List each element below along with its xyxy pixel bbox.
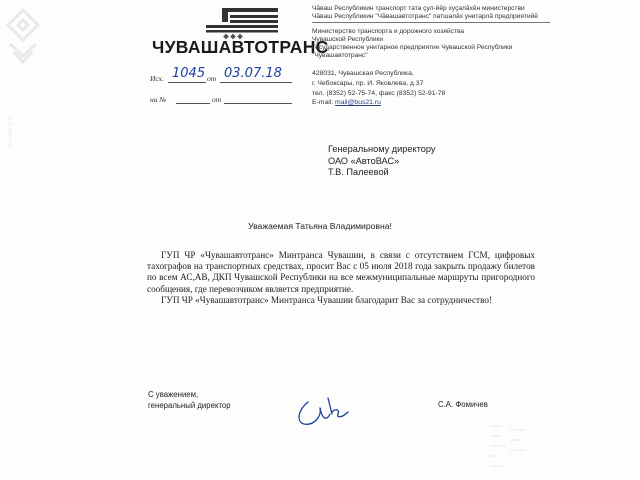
ornament-icon <box>4 6 42 66</box>
header-russian-block <box>312 28 512 60</box>
header-divider <box>312 22 550 23</box>
recipient-position: Генеральному директору <box>328 144 436 154</box>
in-number-underline <box>176 103 210 104</box>
watermark-text: chuvashlib.ru <box>8 114 14 150</box>
salutation: Уважаемая Татьяна Владимировна! <box>248 221 392 231</box>
email-label: E-mail: <box>312 99 336 107</box>
address-email-row <box>312 98 445 108</box>
header-ministry-line2: Чувашской Республики <box>312 36 384 43</box>
company-logo-text: ЧУВАШАВТОТРАНС <box>152 37 329 57</box>
recipient-name: Т.В. Палеевой <box>328 167 389 177</box>
bus-emblem-icon <box>200 6 284 40</box>
address-phone: тел. (8352) 52-75-74, факс (8352) 52-91-78 <box>312 89 446 97</box>
header-chuvash-enterprise: Чăваш Республикин "Чăвашавтотранс" патшалăх унитарлă предприятийĕ <box>312 13 538 20</box>
closing-regards: С уважением, <box>148 390 199 399</box>
address-line2: г. Чебоксары, пр. И. Яковлева, д.37 <box>312 79 424 87</box>
closing-block <box>148 390 231 411</box>
out-date-label: от <box>207 74 217 83</box>
header-ministry-line1: Министерство транспорта и дорожного хозяйства <box>312 28 465 35</box>
header-enterprise-line1: Государственное унитарное предприятие Чувашской Республики <box>312 44 513 51</box>
in-date-label: от <box>212 95 222 104</box>
body-paragraph-1: ГУП ЧР «Чувашавтотранс» Минтранса Чувашии, в связи с отсутствием ГСМ, цифровых тахографов на транспортных средствах, просит Вас с 05 июля 2018 года закрыть продажу билетов по всем АС,АВ, ДКП Чувашской Республики на все межмуниципальные маршруты пригородного сообщения, где перевозчиком является предприятие. <box>147 250 535 294</box>
signature-icon <box>292 392 358 432</box>
out-number-label: Исх. <box>150 74 164 83</box>
out-number-handwritten: 1045 <box>172 66 206 81</box>
out-date-underline <box>220 82 292 83</box>
bleed-through-marks <box>488 420 528 472</box>
recipient-company: ОАО «АвтоВАС» <box>328 155 400 166</box>
out-date-handwritten: 03.07.18 <box>224 66 282 81</box>
body-paragraph-2: ГУП ЧР «Чувашавтотранс» Минтранса Чувашии благодарит Вас за сотрудничество! <box>161 294 492 305</box>
header-chuvash-ministry: Чăваш Республикин транспорт тата çул-йĕр хуçалăхĕн министерстви <box>312 5 525 12</box>
closing-position: генеральный директор <box>148 400 231 410</box>
in-number-label: на № <box>150 95 167 104</box>
signer-name: С.А. Фомичев <box>438 400 488 409</box>
in-date-underline <box>224 103 292 104</box>
address-line1: 428031, Чувашская Республика, <box>312 70 414 77</box>
header-enterprise-line2: "Чувашавтотранс" <box>312 52 368 59</box>
address-block <box>312 69 445 108</box>
email-link[interactable]: mail@bus21.ru <box>335 99 381 107</box>
recipient-block <box>328 144 435 179</box>
header-chuvash-block <box>312 5 538 21</box>
out-number-underline <box>168 82 206 83</box>
letter-body <box>147 250 535 306</box>
